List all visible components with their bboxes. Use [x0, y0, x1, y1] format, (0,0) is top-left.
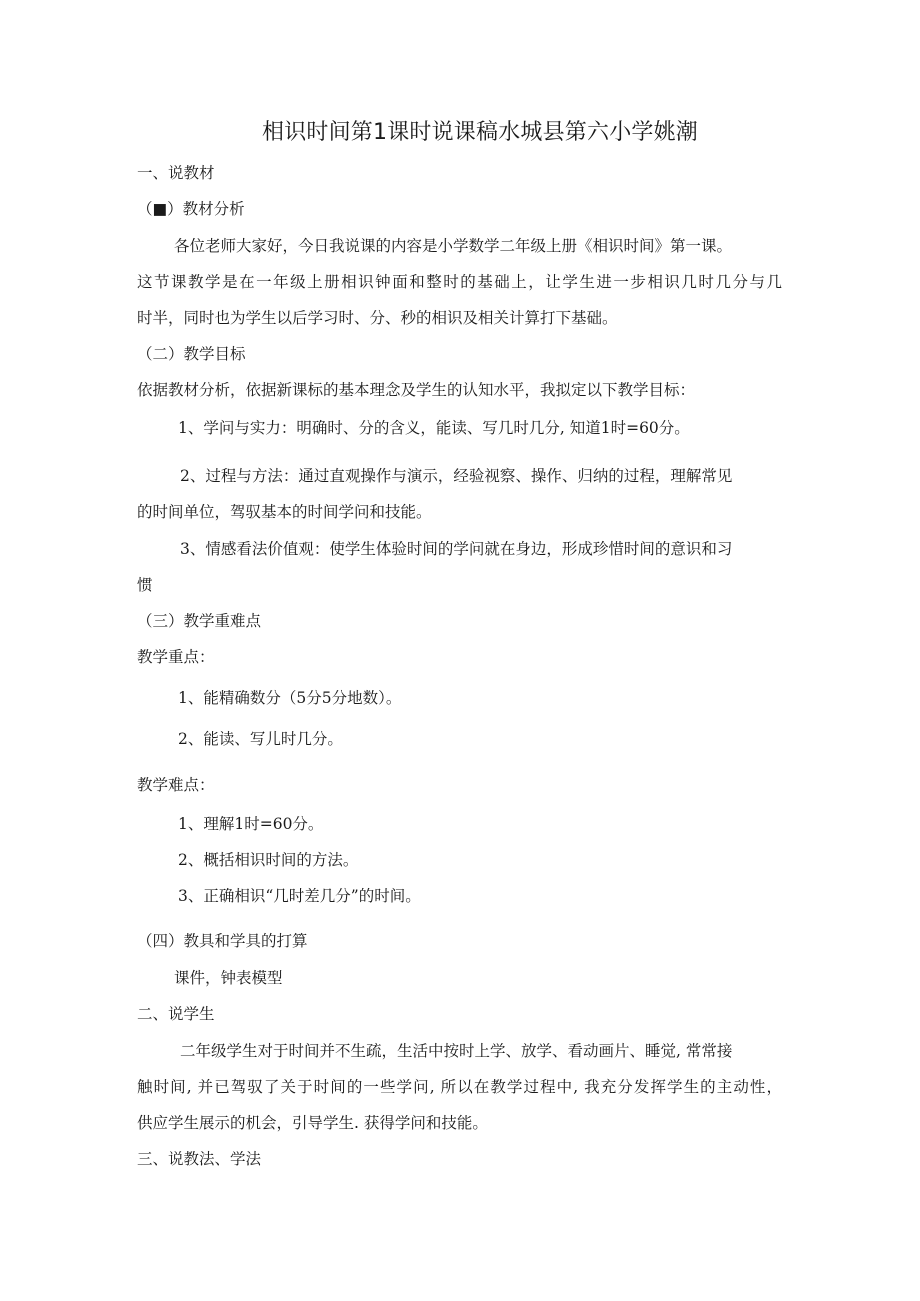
paragraph-line: 依据教材分析，依据新课标的基本理念及学生的认知水平，我拟定以下教学目标：	[137, 381, 696, 399]
paragraph-line: 供应学生展示的机会，引导学生. 获得学问和技能。	[137, 1114, 488, 1132]
teaching-aids-content: 课件，钟表模型	[174, 969, 283, 987]
goal-item: 2、过程与方法：通过直观操作与演示，经验视察、操作、归纳的过程，理解常见	[180, 467, 733, 485]
paragraph-line: 这节课教学是在一年级上册相识钟面和整时的基础上，让学生进一步相识几时几分与几	[137, 273, 782, 291]
paragraph-line: 二年级学生对于时间并不生疏，生活中按时上学、放学、看动画片、睡觉, 常常接	[180, 1042, 733, 1060]
document-title: 相识时间第1课时说课稿水城县第六小学姚潮	[262, 120, 698, 145]
difficult-point-item: 1、理解1时=60分。	[178, 815, 324, 833]
paragraph-line: 时半，同时也为学生以后学习时、分、秒的相识及相关计算打下基础。	[137, 309, 618, 327]
key-points-label: 教学重点：	[137, 648, 215, 666]
subheading-material-analysis: （■）教材分析	[137, 200, 245, 218]
goal-item-continued: 的时间单位，驾驭基本的时间学问和技能。	[137, 503, 432, 521]
difficult-points-label: 教学难点：	[137, 776, 215, 794]
paragraph-line: 各位老师大家好，今日我说课的内容是小学数学二年级上册《相识时间》第一课。	[174, 237, 733, 255]
subheading-teaching-goals: （二）教学目标	[137, 345, 246, 363]
section-heading-students: 二、说学生	[137, 1005, 215, 1023]
goal-item: 3、情感看法价值观：使学生体验时间的学问就在身边，形成珍惜时间的意识和习	[180, 540, 733, 558]
difficult-point-item: 2、概括相识时间的方法。	[178, 851, 359, 869]
goal-item-continued: 惯	[137, 576, 153, 594]
key-point-item: 2、能读、写儿时几分。	[178, 730, 343, 748]
subheading-teaching-aids: （四）教具和学具的打算	[137, 932, 308, 950]
goal-item: 1、学问与实力：明确时、分的含义，能读、写几时几分, 知道1时=60分。	[178, 419, 690, 437]
paragraph-line: 触时间, 并已驾驭了关于时间的一些学问, 所以在教学过程中, 我充分发挥学生的主动性，	[137, 1078, 782, 1096]
section-heading-methods: 三、说教法、学法	[137, 1150, 262, 1168]
subheading-key-difficult-points: （三）教学重难点	[137, 612, 262, 630]
key-point-item: 1、能精确数分（5分5分地数）。	[178, 689, 402, 707]
difficult-point-item: 3、正确相识“几时差几分”的时间。	[178, 887, 421, 905]
section-heading-teaching-material: 一、说教材	[137, 164, 215, 182]
